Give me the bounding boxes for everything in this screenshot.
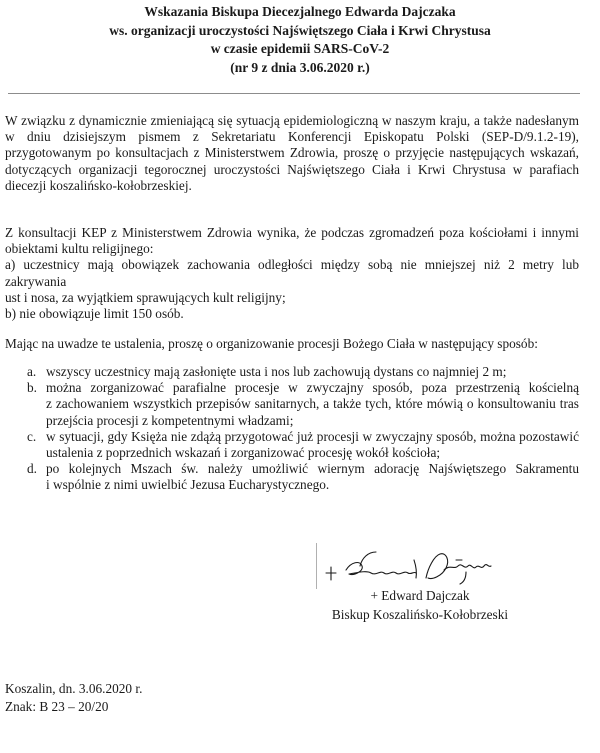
header-number-date: (nr 9 z dnia 3.06.2020 r.) [230, 59, 370, 75]
paragraph-line: diecezji koszalińsko-kołobrzeskiej. [5, 177, 192, 193]
paragraph-line: obiektami kultu religijnego: [5, 241, 154, 257]
paragraph-line: a) uczestnicy mają obowiązek zachowania odległości między sobą nie mniejszej niż 2 metry lub zakrywania [5, 257, 579, 289]
header-divider [8, 93, 580, 94]
paragraph-line: Z konsultacji KEP z Ministerstwem Zdrowia wynika, że podczas zgromadzeń poza kościołami i innymi [5, 225, 579, 240]
list-item-line: można zorganizować parafialne procesje w zwyczajny sposób, poza przestrzenią kościelną [46, 380, 579, 396]
list-item-line: w sytuacji, gdy Księża nie zdążą przygotować już procesji w zwyczajny sposób, można pozostawić [46, 428, 579, 444]
procession-intro-paragraph [5, 336, 579, 352]
paragraph-line: b) nie obowiązuje limit 150 osób. [5, 306, 184, 322]
header-title: Wskazania Biskupa Diecezjalnego Edwarda Dajczaka [144, 4, 456, 19]
signer-name: + Edward Dajczak [370, 588, 470, 603]
header-subject: ws. organizacji uroczystości Najświętszego Ciała i Krwi Chrystusa [109, 22, 491, 38]
paragraph-line: ust i nosa, za wyjątkiem sprawujących kult religijny; [5, 289, 286, 305]
list-item [5, 429, 579, 461]
list-marker: a. [27, 364, 37, 379]
list-item [5, 461, 579, 493]
list-item-line: po kolejnych Mszach św. należy umożliwić wiernym adorację Najświętszego Sakramentu [46, 461, 579, 477]
list-item-line: ustalenia z poprzednich wskazań i zorganizować procesję wokół kościoła; [46, 445, 441, 461]
signer-title: Biskup Koszalińsko-Kołobrzeski [331, 607, 509, 622]
list-item [5, 380, 579, 429]
list-item-line: i wspólnie z nimi uwielbić Jezusa Eucharystycznego. [46, 477, 330, 493]
consultation-paragraph [5, 225, 579, 322]
paragraph-line: W związku z dynamicznie zmieniającą się sytuacją epidemiologiczną w naszym kraju, a także nadesłanym [5, 113, 579, 128]
document-header [0, 3, 600, 77]
list-item [5, 364, 579, 380]
list-item-line: z zachowaniem wszystkich przepisów sanitarnych, a także tych, które mówią o konsultowaniu tras [46, 396, 579, 412]
intro-paragraph [5, 113, 579, 194]
header-context: w czasie epidemii SARS-CoV-2 [210, 41, 390, 56]
list-item-line: wszyscy uczestnicy mają zasłonięte usta i nos lub zachowują dystans co najmniej 2 m; [46, 364, 507, 379]
paragraph-line: przygotowanym po konsultacjach z Ministerstwem Zdrowia, proszę o przyjęcie następujących wskazań, [5, 145, 579, 161]
list-marker: c. [27, 428, 37, 444]
list-marker: b. [27, 380, 37, 396]
handwritten-signature [316, 540, 506, 588]
list-item-line: przejścia procesji z kompetentnymi władzami; [46, 412, 294, 428]
signature-image [316, 540, 506, 588]
list-marker: d. [27, 461, 37, 477]
paragraph-line: w dniu dzisiejszym pismem z Sekretariatu Konferencji Episkopatu Polski (SEP-D/9.1.2-19), [5, 129, 579, 145]
procession-guidelines-list [5, 364, 579, 494]
paragraph-line: dotyczących organizacji tegorocznej uroczystości Najświętszego Ciała i Krwi Chrystusa w parafiach [5, 161, 579, 177]
paragraph-line: Mając na uwadze te ustalenia, proszę o organizowanie procesji Bożego Ciała w następujący sposób: [5, 336, 538, 351]
document-reference: Znak: B 23 – 20/20 [5, 699, 109, 714]
place-and-date: Koszalin, dn. 3.06.2020 r. [5, 681, 143, 696]
